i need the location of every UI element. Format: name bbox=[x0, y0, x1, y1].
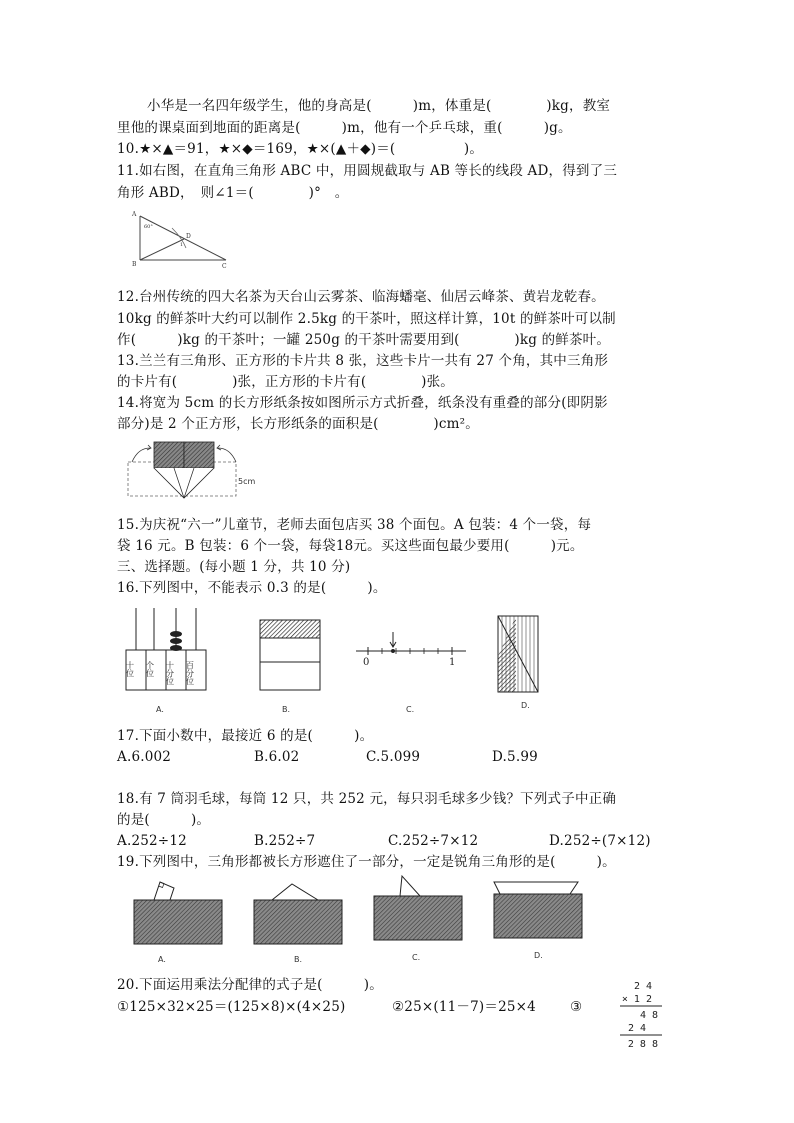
q16-line1: 16.下列图中，不能表示 0.3 的是( )。 bbox=[117, 580, 387, 596]
q17-option-c[interactable]: C.5.099 bbox=[366, 749, 421, 765]
abacus-label-ones: 个位 bbox=[145, 661, 155, 677]
q18-option-b[interactable]: B.252÷7 bbox=[254, 833, 316, 849]
q11-label-d: D bbox=[186, 233, 191, 240]
q20-options bbox=[117, 998, 582, 1016]
q10-line1: 10.★×▲＝91，★×◆＝169，★×(▲＋◆)＝( )。 bbox=[117, 141, 484, 157]
q11-label-one: 1 bbox=[180, 242, 184, 248]
vm-multiplier: × 1 2 bbox=[621, 994, 652, 1005]
q18-option-a[interactable]: A.252÷12 bbox=[117, 833, 187, 849]
q19-caption-a: A. bbox=[158, 955, 166, 964]
q16-figures bbox=[120, 604, 680, 716]
q18-line2: 的是( )。 bbox=[117, 812, 211, 828]
q16-rectangle-figure bbox=[260, 620, 320, 690]
q18-option-c[interactable]: C.252÷7×12 bbox=[388, 833, 479, 849]
q16-abacus-labels bbox=[126, 660, 195, 685]
abacus-label-hundredths: 百分位 bbox=[185, 661, 195, 685]
q19-caption-d: D. bbox=[534, 951, 543, 960]
abacus-label-tens: 十位 bbox=[125, 661, 135, 677]
q9-line2: 里他的课桌面到地面的距离是( )m，他有一个乒乓球，重( )g。 bbox=[117, 120, 572, 136]
q19-rect-d bbox=[494, 894, 582, 938]
q14-shaded-square-left bbox=[154, 442, 184, 468]
q18-option-d[interactable]: D.252÷(7×12) bbox=[549, 833, 651, 849]
q17-options bbox=[117, 748, 538, 766]
q14-line2: 部分)是 2 个正方形，长方形纸条的面积是( )cm²。 bbox=[117, 416, 479, 432]
q11-triangle-figure bbox=[128, 208, 232, 270]
q16-caption-b: B. bbox=[282, 705, 291, 714]
q17-option-d[interactable]: D.5.99 bbox=[492, 749, 538, 765]
q20-option-1[interactable]: ①125×32×25＝(125×8)×(4×25) bbox=[117, 999, 346, 1015]
q14-line1: 14.将宽为 5cm 的长方形纸条按如图所示方式折叠，纸条没有重叠的部分(即阴影 bbox=[117, 395, 608, 411]
q16-number-line-zero: 0 bbox=[363, 657, 370, 668]
vm-partial-1: 4 8 bbox=[639, 1010, 658, 1021]
q20-option-2[interactable]: ②25×(11－7)＝25×4 bbox=[392, 999, 536, 1015]
q11-label-b: B bbox=[132, 261, 137, 268]
q15-line1: 15.为庆祝“六一”儿童节，老师去面包店买 38 个面包。A 包装：4 个一袋，每 bbox=[117, 517, 592, 533]
q19-line1: 19.下列图中，三角形都被长方形遮住了一部分，一定是锐角三角形的是( )。 bbox=[117, 854, 616, 870]
q16-abacus-bead bbox=[170, 631, 182, 637]
q16-caption-c: C. bbox=[406, 705, 415, 714]
q19-rect-a bbox=[134, 900, 222, 944]
q20-vertical-multiplication bbox=[616, 978, 668, 1052]
q15-line2: 袋 16 元。B 包装：6 个一袋，每袋18元。买这些面包最少要用( )元。 bbox=[117, 538, 584, 554]
q9-line1: 小华是一名四年级学生，他的身高是( )m，体重是( )kg，教室 bbox=[147, 98, 611, 114]
q16-number-line-point bbox=[391, 649, 395, 653]
q14-width-label: 5cm bbox=[238, 477, 256, 486]
q16-number-line-figure bbox=[356, 632, 466, 655]
q12-line3: 作( )kg 的干茶叶；一罐 250g 的干茶叶需要用到( )kg 的鲜茶叶。 bbox=[117, 332, 611, 348]
q11-label-a: A bbox=[132, 211, 137, 218]
q11-line2: 角形 ABD， 则∠1＝( )° 。 bbox=[117, 185, 349, 201]
q17-line1: 17.下面小数中，最接近 6 的是( )。 bbox=[117, 728, 374, 744]
q12-line2: 10kg 的鲜茶叶大约可以制作 2.5kg 的干茶叶，照这样计算，10t 的鲜茶叶可以制 bbox=[117, 311, 616, 327]
q11-label-c: C bbox=[222, 263, 227, 270]
vm-product: 2 8 8 bbox=[627, 1039, 658, 1050]
q18-line1: 18.有 7 筒羽毛球，每筒 12 只，共 252 元，每只羽毛球多少钱？下列式子中正确 bbox=[117, 791, 617, 807]
q13-line2: 的卡片有( )张，正方形的卡片有( )张。 bbox=[117, 374, 454, 390]
q20-line1: 20.下面运用乘法分配律的式子是( )。 bbox=[117, 977, 383, 993]
q16-abacus-bead bbox=[170, 638, 182, 644]
q19-rect-b bbox=[254, 900, 342, 944]
q14-arrowhead-right bbox=[217, 445, 221, 450]
q11-label-angle: 60° bbox=[144, 224, 153, 230]
q19-caption-c: C. bbox=[412, 953, 421, 962]
q14-shaded-square-right bbox=[184, 442, 214, 468]
vm-multiplicand: 2 4 bbox=[633, 981, 652, 992]
q11-line1: 11.如右图，在直角三角形 ABC 中，用圆规截取与 AB 等长的线段 AD，得到了三 bbox=[117, 163, 618, 179]
q19-triangle-c bbox=[400, 876, 420, 896]
q16-square-figure bbox=[498, 616, 538, 692]
q16-rect-shaded-part bbox=[260, 620, 320, 638]
q13-line1: 13.兰兰有三角形、正方形的卡片共 8 张，这些卡片一共有 27 个角，其中三角形 bbox=[117, 353, 609, 369]
q17-option-a[interactable]: A.6.002 bbox=[117, 749, 172, 765]
q16-number-line-one: 1 bbox=[449, 657, 456, 668]
q16-caption-a: A. bbox=[156, 705, 164, 714]
q17-option-b[interactable]: B.6.02 bbox=[254, 749, 300, 765]
q20-option-3[interactable]: ③ bbox=[570, 999, 583, 1015]
q16-caption-d: D. bbox=[521, 701, 530, 710]
q14-fold-triangle bbox=[154, 468, 214, 498]
abacus-label-tenths: 十分位 bbox=[165, 661, 175, 685]
q12-line1: 12.台州传统的四大名茶为天台山云雾茶、临海蟠毫、仙居云峰茶、黄岩龙乾春。 bbox=[117, 289, 605, 305]
q14-arrowhead-left bbox=[147, 445, 151, 450]
q11-segment-bd bbox=[140, 239, 184, 260]
section3-title: 三、选择题。(每小题 1 分，共 10 分) bbox=[117, 559, 351, 575]
q18-options bbox=[117, 832, 651, 850]
q19-triangle-a bbox=[154, 882, 174, 900]
q19-triangle-b bbox=[272, 884, 318, 900]
q19-triangle-d bbox=[494, 882, 578, 894]
q19-figures bbox=[126, 874, 596, 964]
q19-rect-c bbox=[374, 896, 462, 940]
q19-caption-b: B. bbox=[294, 955, 303, 964]
vm-partial-2: 2 4 bbox=[627, 1023, 646, 1034]
q14-folded-strip-figure bbox=[120, 436, 270, 502]
